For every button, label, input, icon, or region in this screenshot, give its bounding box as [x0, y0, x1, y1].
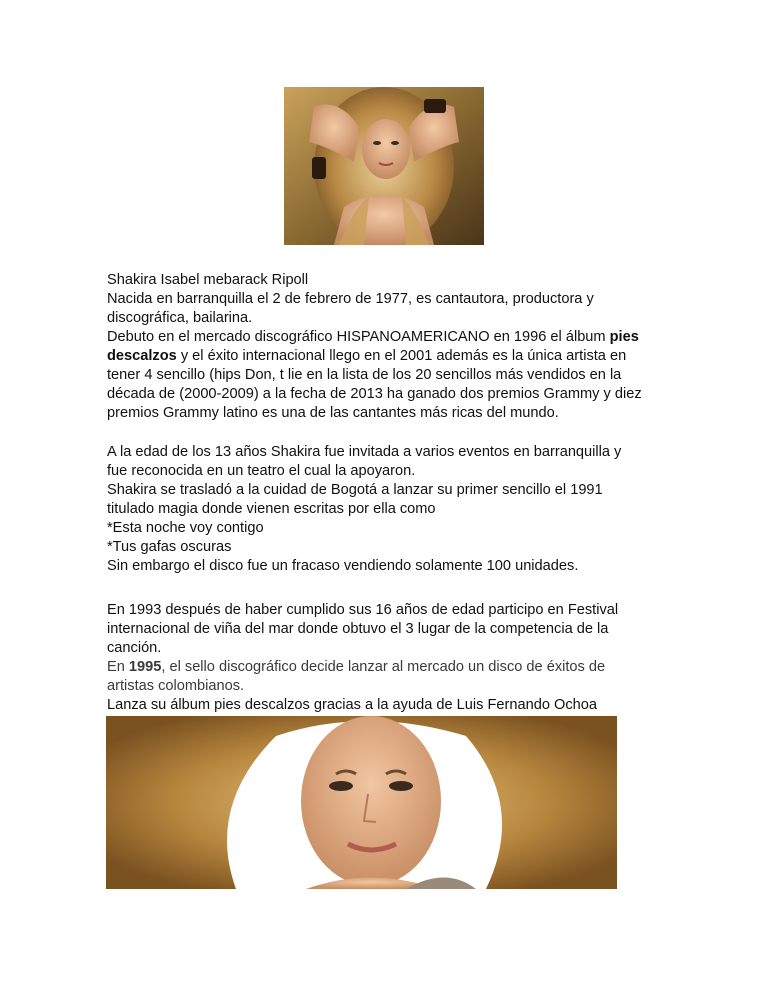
portrait-photo-bottom-image: [106, 716, 617, 889]
text-line: *Tus gafas oscuras: [107, 539, 232, 555]
text-run: , el sello discográfico decide lanzar al mercado un disco de éxitos de: [161, 659, 606, 675]
text-line: Sin embargo el disco fue un fracaso vendiendo solamente 100 unidades.: [107, 558, 579, 574]
text-line: A la edad de los 13 años Shakira fue invitada a varios eventos en barranquilla y: [107, 444, 622, 460]
paragraph-early-career: [107, 443, 667, 576]
text-line: Shakira Isabel mebarack Ripoll: [107, 272, 309, 288]
text-line: titulado magia donde vienen escritas por ella como: [107, 501, 436, 517]
text-line: [107, 328, 667, 347]
bold-text: pies: [609, 329, 639, 345]
portrait-photo-top-image: [284, 87, 484, 245]
text-line: Shakira se trasladó a la cuidad de Bogotá a lanzar su primer sencillo el 1991: [107, 482, 603, 498]
bottom-portrait-photo: [106, 716, 617, 889]
text-run: En: [107, 659, 129, 675]
text-line: tener 4 sencillo (hips Don, t lie en la lista de los 20 sencillos más vendidos en la: [107, 367, 622, 383]
text-line: Nacida en barranquilla el 2 de febrero de 1977, es cantautora, productora y: [107, 291, 594, 307]
top-portrait-photo: [284, 87, 484, 245]
text-line: fue reconocida en un teatro el cual la apoyaron.: [107, 463, 416, 479]
text-line: [107, 658, 667, 677]
text-line: premios Grammy latino es una de las cantantes más ricas del mundo.: [107, 405, 559, 421]
paragraph-biography: [107, 271, 667, 423]
text-line: internacional de viña del mar donde obtuvo el 3 lugar de la competencia de la: [107, 621, 609, 637]
text-line: [107, 347, 667, 366]
text-run: y el éxito internacional llego en el 2001 además es la única artista en: [176, 348, 627, 364]
bold-text: 1995: [128, 659, 162, 675]
text-run: Debuto en el mercado discográfico HISPANOAMERICANO en 1996 el álbum: [107, 329, 610, 345]
text-line: canción.: [107, 640, 162, 656]
text-line: *Esta noche voy contigo: [107, 520, 264, 536]
text-line: década de (2000-2009) a la fecha de 2013 ha ganado dos premios Grammy y diez: [107, 386, 642, 402]
text-line: discográfica, bailarina.: [107, 310, 253, 326]
paragraph-festival: [107, 601, 667, 715]
text-line: artistas colombianos.: [107, 678, 245, 694]
text-line: Lanza su álbum pies descalzos gracias a la ayuda de Luis Fernando Ochoa: [107, 697, 598, 713]
bold-text: descalzos: [107, 348, 177, 364]
text-line: En 1993 después de haber cumplido sus 16 años de edad participo en Festival: [107, 602, 619, 618]
